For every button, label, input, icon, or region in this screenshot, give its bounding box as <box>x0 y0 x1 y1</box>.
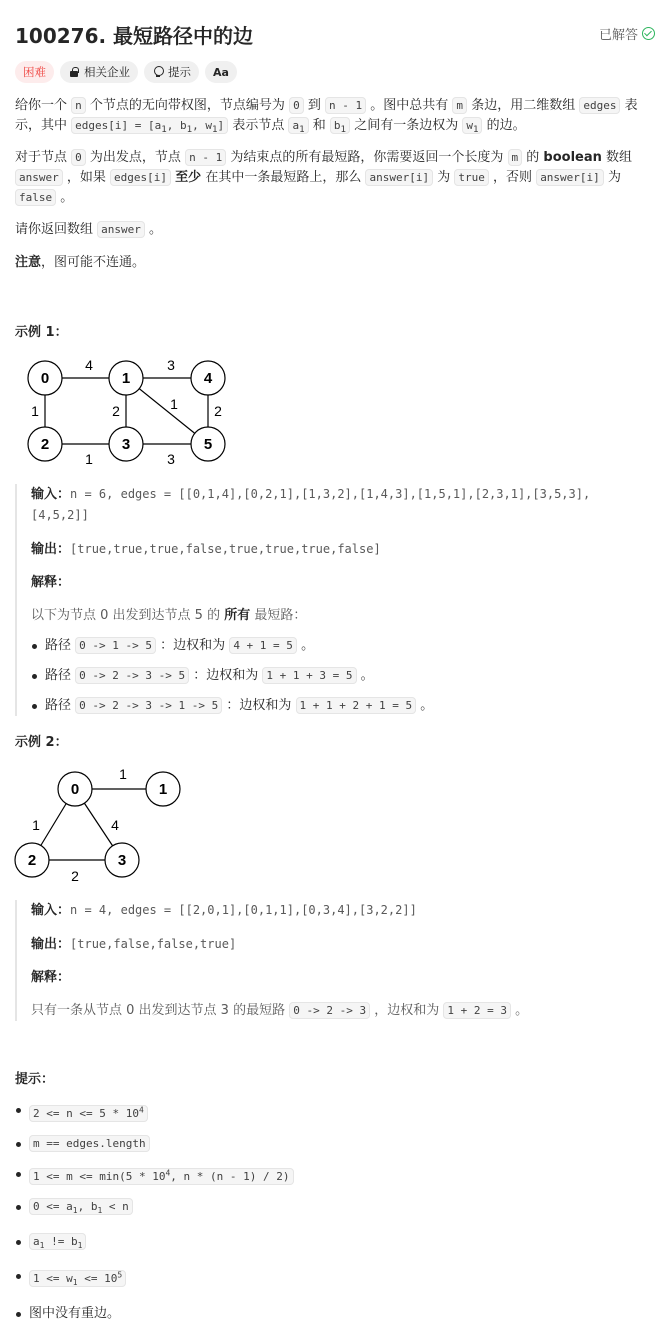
description-paragraph-1: 给你一个 n 个节点的无向带权图，节点编号为 0 到 n - 1 。图中总共有 m 条边，用二维数组 edges 表示，其中 edges[i] = [$a_1$, $b_1$, $w_1$] 表示节点 $a_1$ 和 $b_1$ 之间有一条边权为 $w_1$ 的边。 <box>15 98 638 136</box>
inline-code: false <box>15 189 56 206</box>
edge-weight: 1 <box>32 817 40 833</box>
inline-code: answer[i] <box>536 169 604 186</box>
font-icon: Aa <box>213 65 229 79</box>
constraints-heading: 提示： <box>15 1072 55 1087</box>
graph-node: 2 <box>40 436 50 453</box>
example-2-input: 输入：n = 4, edges = [[2,0,1],[0,1,1],[0,3,4],[3,2,2]] <box>31 903 417 918</box>
list-item: $2 <= n <= 5 * 10^4$ <box>15 1100 655 1124</box>
difficulty-badge: 困难 <box>15 61 54 83</box>
description-paragraph-4: 注意，图可能不连通。 <box>15 255 146 270</box>
edge-weight: 2 <box>71 868 79 884</box>
edge-weight: 1 <box>31 403 39 419</box>
inline-code: 0 <box>71 149 86 166</box>
example-1-output: 输出：[true,true,true,false,true,true,true,false] <box>31 542 381 557</box>
lightbulb-icon <box>152 66 164 78</box>
example-2-heading: 示例 2： <box>15 735 68 750</box>
tag-bar <box>15 61 237 83</box>
edge-weight: 3 <box>167 451 175 467</box>
list-item: 路径 0 -> 2 -> 3 -> 1 -> 5 ：边权和为 1 + 1 + 2 + 1 = 5 。 <box>31 696 655 716</box>
edge-weight: 1 <box>85 451 93 467</box>
example-2-graph <box>12 762 192 887</box>
inline-code: edges[i] = [$a_1$, $b_1$, $w_1$] <box>71 117 228 134</box>
edge-weight: 1 <box>119 766 127 782</box>
list-item: 路径 0 -> 1 -> 5 ：边权和为 4 + 1 = 5 。 <box>31 636 655 656</box>
list-item: $a_1$ != $b_1$ <box>15 1232 655 1256</box>
hint-tag[interactable] <box>144 61 199 83</box>
inline-code: answer <box>97 221 145 238</box>
inline-code: edges <box>579 97 620 114</box>
edge-weight: 2 <box>214 403 222 419</box>
example-1-block <box>15 484 655 716</box>
inline-code: answer[i] <box>365 169 433 186</box>
inline-code: m <box>452 97 467 114</box>
lock-icon <box>68 66 80 78</box>
graph-node: 1 <box>158 781 168 798</box>
inline-code: $b_1$ <box>330 117 350 134</box>
solved-label: 已解答 <box>598 28 638 43</box>
edge-weight: 1 <box>170 396 178 412</box>
edge-weight: 4 <box>111 817 119 833</box>
problem-title: 100276. 最短路径中的边 <box>15 24 254 48</box>
companies-tag[interactable] <box>60 61 138 83</box>
description-paragraph-2: 对于节点 0 为出发点，节点 n - 1 为结束点的所有最短路，你需要返回一个长度为 m 的 boolean 数组 answer ，如果 edges[i] 至少 在其中一条最短路上，那么 answer[i] 为 true ，否则 answer[i] 为 false 。 <box>15 150 633 205</box>
edge-weight: 3 <box>167 357 175 373</box>
inline-code: $a_1$ <box>288 117 308 134</box>
example-2-explain-text: 只有一条从节点 0 出发到达节点 3 的最短路 0 -> 2 -> 3 ，边权和为 1 + 2 = 3 。 <box>31 1003 529 1018</box>
inline-code: edges[i] <box>110 169 171 186</box>
edge-weight: 4 <box>85 357 93 373</box>
check-circle-icon <box>642 27 655 40</box>
list-item: 图中没有重边。 <box>15 1304 655 1324</box>
inline-code: 0 <box>289 97 304 114</box>
example-1-paths <box>31 636 655 716</box>
inline-code: n <box>71 97 86 114</box>
example-1-graph <box>20 352 240 467</box>
inline-code: true <box>454 169 489 186</box>
graph-node: 0 <box>40 370 50 387</box>
inline-code: n - 1 <box>325 97 366 114</box>
example-1-input: 输入：n = 6, edges = [[0,1,4],[0,2,1],[1,3,2],[1,4,3],[1,5,1],[2,3,1],[3,5,3], [4,5,2]] <box>31 487 591 522</box>
solved-status <box>599 24 655 43</box>
example-2-explain-label: 解释： <box>31 970 71 985</box>
inline-code: n - 1 <box>185 149 226 166</box>
list-item: $0 <= a_1$, $b_1 < n$ <box>15 1197 655 1221</box>
hint-label: 提示 <box>168 65 191 79</box>
inline-code: $w_1$ <box>462 117 482 134</box>
example-2-output: 输出：[true,false,false,true] <box>31 937 237 952</box>
example-1-explain-text: 以下为节点 0 出发到达节点 5 的 所有 最短路： <box>31 608 307 623</box>
graph-node: 0 <box>70 781 80 798</box>
graph-node: 5 <box>203 436 213 453</box>
list-item: $1 <= w_1 <= 10^5$ <box>15 1266 655 1294</box>
graph-node: 4 <box>203 370 213 387</box>
graph-node: 3 <box>121 436 131 453</box>
example-1-explain-label: 解释： <box>31 575 71 590</box>
font-size-tag[interactable] <box>205 61 237 83</box>
graph-node: 2 <box>27 852 37 869</box>
example-1-heading: 示例 1： <box>15 325 68 340</box>
graph-node: 1 <box>121 370 131 387</box>
list-item: m == edges.length <box>15 1134 655 1154</box>
inline-code: m <box>508 149 523 166</box>
edge-weight: 2 <box>112 403 120 419</box>
list-item: 路径 0 -> 2 -> 3 -> 5 ：边权和为 1 + 1 + 3 = 5 。 <box>31 666 655 686</box>
list-item: $1 <= m <= \min(5 * 10^4$, n * (n - 1) / 2) <box>15 1164 655 1188</box>
inline-code: answer <box>15 169 63 186</box>
description-paragraph-3: 请你返回数组 answer 。 <box>15 222 163 237</box>
companies-label: 相关企业 <box>84 65 130 79</box>
graph-node: 3 <box>117 852 127 869</box>
example-2-block <box>15 900 655 1021</box>
constraints-list <box>15 1100 655 1324</box>
